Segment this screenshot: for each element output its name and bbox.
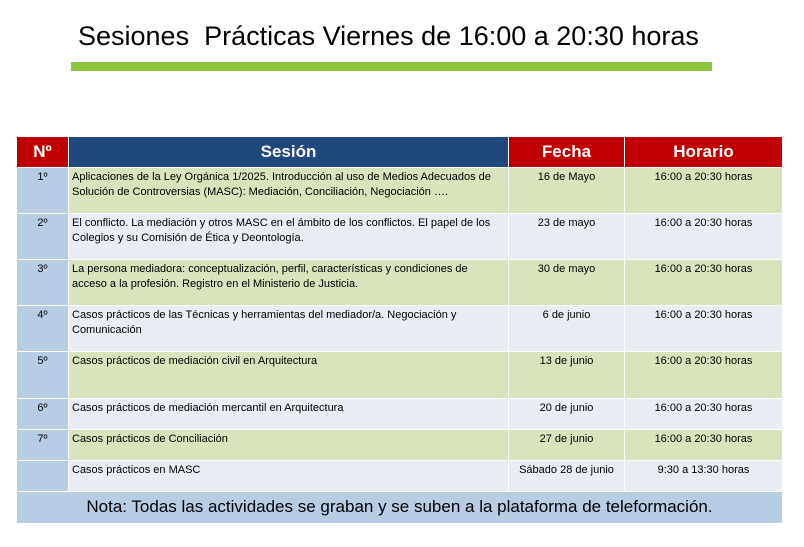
table-row — [17, 461, 783, 492]
row-time: 16:00 a 20:30 horas — [625, 399, 783, 430]
table-row — [17, 168, 783, 214]
row-number — [17, 461, 69, 492]
row-number: 3º — [17, 260, 69, 306]
row-session: Casos prácticos de mediación civil en Arquitectura — [69, 352, 509, 399]
row-session: Casos prácticos en MASC — [69, 461, 509, 492]
row-time: 9:30 a 13:30 horas — [625, 461, 783, 492]
row-number: 7º — [17, 430, 69, 461]
row-number: 6º — [17, 399, 69, 430]
row-number: 4º — [17, 306, 69, 352]
note-text: Nota: Todas las actividades se graban y se suben a la plataforma de teleformación. — [17, 492, 783, 524]
page-title: Sesiones Prácticas Viernes de 16:00 a 20:30 horas — [78, 21, 699, 51]
row-date: 20 de junio — [509, 399, 625, 430]
row-date: Sábado 28 de junio — [509, 461, 625, 492]
table-row — [17, 214, 783, 260]
table-row — [17, 260, 783, 306]
row-session: Aplicaciones de la Ley Orgánica 1/2025. Introducción al uso de Medios Adecuados de Solución de Controversias (MASC): Mediación, Conciliación, Negociación …. — [69, 168, 509, 214]
row-time: 16:00 a 20:30 horas — [625, 260, 783, 306]
row-time: 16:00 a 20:30 horas — [625, 306, 783, 352]
row-date: 27 de junio — [509, 430, 625, 461]
row-date: 6 de junio — [509, 306, 625, 352]
table-row — [17, 399, 783, 430]
row-date: 23 de mayo — [509, 214, 625, 260]
header-date: Fecha — [509, 137, 625, 168]
schedule-table — [16, 136, 783, 524]
row-time: 16:00 a 20:30 horas — [625, 352, 783, 399]
note-row — [17, 492, 783, 524]
row-session: Casos prácticos de las Técnicas y herramientas del mediador/a. Negociación y Comunicación — [69, 306, 509, 352]
row-session: Casos prácticos de Conciliación — [69, 430, 509, 461]
row-date: 13 de junio — [509, 352, 625, 399]
row-number: 2º — [17, 214, 69, 260]
row-time: 16:00 a 20:30 horas — [625, 168, 783, 214]
row-session: La persona mediadora: conceptualización, perfil, características y condiciones de acceso a la profesión. Registro en el Ministerio de Justicia. — [69, 260, 509, 306]
header-session: Sesión — [69, 137, 509, 168]
title-underline — [71, 62, 712, 71]
row-time: 16:00 a 20:30 horas — [625, 430, 783, 461]
row-date: 30 de mayo — [509, 260, 625, 306]
table-row — [17, 352, 783, 399]
table-row — [17, 430, 783, 461]
table-header-row — [17, 137, 783, 168]
header-number: Nº — [17, 137, 69, 168]
row-session: Casos prácticos de mediación mercantil en Arquitectura — [69, 399, 509, 430]
row-date: 16 de Mayo — [509, 168, 625, 214]
table-row — [17, 306, 783, 352]
row-session: El conflicto. La mediación y otros MASC en el ámbito de los conflictos. El papel de los Colegios y su Comisión de Ética y Deontología. — [69, 214, 509, 260]
header-time: Horario — [625, 137, 783, 168]
row-time: 16:00 a 20:30 horas — [625, 214, 783, 260]
row-number: 5º — [17, 352, 69, 399]
row-number: 1º — [17, 168, 69, 214]
